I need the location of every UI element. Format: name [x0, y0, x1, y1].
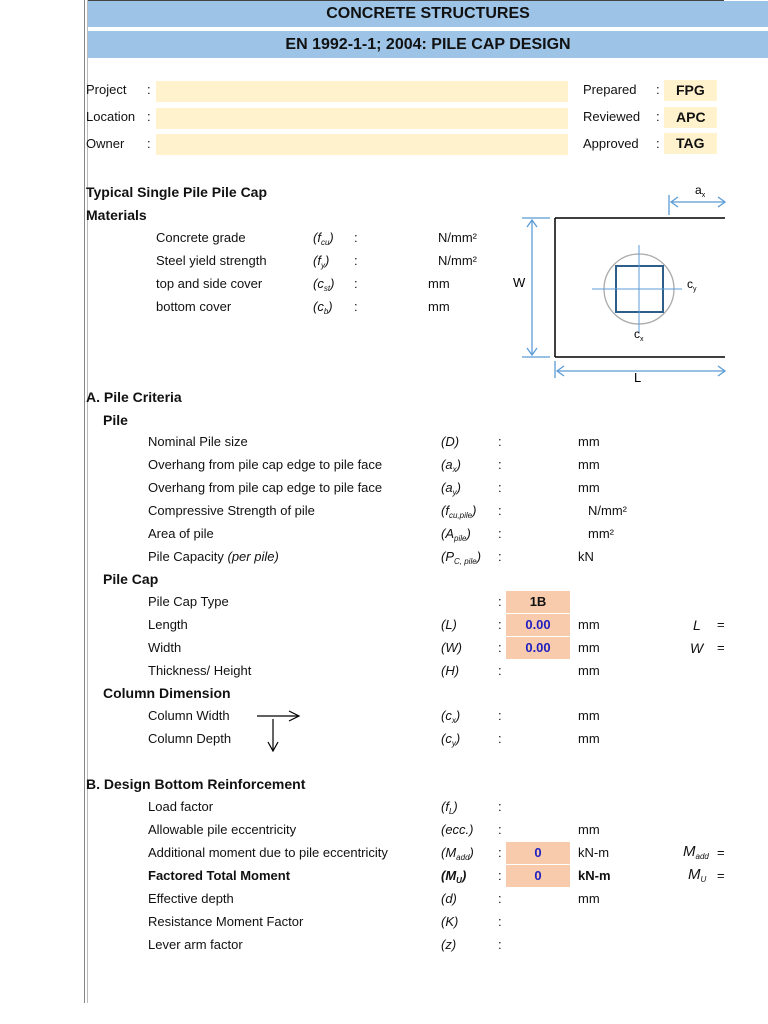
- pile-row-unit: N/mm²: [588, 503, 627, 518]
- b-row-sep: :: [498, 845, 502, 860]
- symbol-text: (f: [441, 503, 449, 518]
- b-row-unit: mm: [578, 891, 600, 906]
- b-row-symbol: [441, 868, 466, 885]
- label-text: Overhang from pile cap edge to pile face: [148, 457, 383, 472]
- side-subscript: add: [695, 852, 709, 861]
- symbol-subscript: b: [323, 307, 329, 316]
- column-row-label: Column Depth: [148, 731, 232, 746]
- pilecap-row-unit: mm: [578, 617, 600, 632]
- b-row-label: Load factor: [148, 799, 214, 814]
- pile-row-unit: mm: [578, 434, 600, 449]
- b-row-sep: :: [498, 891, 502, 906]
- b-side-symbol: [688, 866, 706, 884]
- b-row-symbol: [441, 822, 474, 837]
- b-row-unit: mm: [578, 822, 600, 837]
- owner-label: Owner: [86, 136, 125, 151]
- pilecap-row-value[interactable]: 1B: [506, 591, 570, 613]
- symbol-text: (P: [441, 549, 454, 564]
- b-row-label: Lever arm factor: [148, 937, 243, 952]
- symbol-close: ): [456, 480, 461, 495]
- w-dimension: [522, 218, 550, 357]
- ax-dimension: [669, 195, 725, 215]
- approved-field[interactable]: TAG: [664, 133, 717, 154]
- pilecap-row-sep: :: [498, 594, 502, 609]
- pile-row-sep: :: [498, 434, 502, 449]
- symbol-text: (f: [441, 799, 449, 814]
- symbol-subscript: st: [323, 284, 331, 293]
- column-row-sep: :: [498, 731, 502, 746]
- symbol-close: ): [455, 708, 461, 723]
- b-row-label: Effective depth: [148, 891, 234, 906]
- material-label: top and side cover: [156, 276, 263, 291]
- side-subscript: U: [700, 875, 707, 884]
- column-dimension-heading: Column Dimension: [103, 685, 231, 701]
- pile-heading: Pile: [103, 412, 128, 428]
- symbol-text: (K): [441, 914, 459, 929]
- symbol-subscript: x: [452, 465, 457, 474]
- pile-row-sep: :: [498, 526, 502, 541]
- pilecap-side-eq: =: [717, 617, 725, 632]
- symbol-text: (c: [441, 731, 452, 746]
- location-field[interactable]: [156, 108, 568, 129]
- b-row-sep: :: [498, 799, 502, 814]
- material-symbol: [313, 299, 333, 316]
- b-row-value[interactable]: 0: [506, 842, 570, 864]
- location-label: Location: [86, 109, 136, 124]
- sheet-border-left: [84, 0, 85, 1003]
- section-title: Typical Single Pile Pile Cap: [86, 184, 268, 200]
- label-text: Nominal Pile size: [148, 434, 248, 449]
- symbol-close: ): [328, 299, 333, 314]
- column-row-unit: mm: [578, 731, 600, 746]
- pile-row-label: [148, 526, 214, 541]
- symbol-text: (z): [441, 937, 457, 952]
- symbol-subscript: pile: [454, 534, 467, 543]
- column-direction-arrows: [255, 707, 305, 755]
- pile-row-sep: :: [498, 457, 502, 472]
- pile-row-label: [148, 503, 315, 518]
- section-a-heading: A. Pile Criteria: [86, 389, 182, 405]
- b-row-symbol: [441, 799, 458, 816]
- pile-row-unit: mm: [578, 480, 600, 495]
- b-row-label: Resistance Moment Factor: [148, 914, 304, 929]
- pilecap-side-symbol: L: [693, 617, 701, 633]
- pilecap-row-symbol: (W): [441, 640, 462, 655]
- pilecap-row-label: Length: [148, 617, 188, 632]
- label-text: Pile Capacity: [148, 549, 224, 564]
- b-row-label: Additional moment due to pile eccentricity: [148, 845, 388, 860]
- material-symbol: [313, 230, 334, 247]
- pilecap-row-unit: mm: [578, 640, 600, 655]
- prepared-label: Prepared: [583, 82, 637, 97]
- material-sep: :: [354, 253, 358, 268]
- b-row-symbol: [441, 937, 456, 952]
- symbol-close: ): [472, 503, 477, 518]
- pilecap-row-value[interactable]: 0.00: [506, 614, 570, 636]
- material-sep: :: [354, 276, 358, 291]
- column-row-sep: :: [498, 708, 502, 723]
- pile-row-label: [148, 457, 382, 472]
- material-unit: N/mm²: [438, 230, 477, 245]
- symbol-text: (c: [441, 708, 452, 723]
- material-symbol: [313, 253, 329, 270]
- b-side-eq: =: [717, 868, 725, 883]
- b-row-symbol: [441, 914, 458, 929]
- symbol-text: (d): [441, 891, 457, 906]
- pile-row-unit: mm: [578, 457, 600, 472]
- symbol-subscript: x: [451, 716, 456, 725]
- symbol-text: (D: [441, 434, 455, 449]
- pilecap-row-unit: mm: [578, 663, 600, 678]
- symbol-close: ): [454, 434, 460, 449]
- b-row-unit: kN-m: [578, 845, 610, 860]
- symbol-close: ): [330, 276, 335, 291]
- symbol-subscript: y: [452, 488, 457, 497]
- column-row-symbol: [441, 731, 460, 748]
- pilecap-row-label: Pile Cap Type: [148, 594, 229, 609]
- pile-cap-diagram: [500, 175, 768, 385]
- project-field[interactable]: [156, 81, 568, 102]
- material-label: Steel yield strength: [156, 253, 267, 268]
- symbol-close: ): [466, 526, 471, 541]
- pile-row-sep: :: [498, 503, 502, 518]
- symbol-text: (M: [441, 868, 457, 883]
- material-label: bottom cover: [156, 299, 232, 314]
- symbol-subscript: y: [451, 739, 456, 748]
- material-sep: :: [354, 299, 358, 314]
- material-unit: mm: [428, 276, 450, 291]
- project-sep: :: [147, 82, 151, 97]
- pilecap-side-eq: =: [717, 640, 725, 655]
- symbol-text: (a: [441, 480, 453, 495]
- pilecap-side-symbol: W: [690, 640, 704, 656]
- symbol-text: (c: [313, 276, 324, 291]
- label-text: Overhang from pile cap edge to pile face: [148, 480, 383, 495]
- b-side-eq: =: [717, 845, 725, 860]
- symbol-subscript: add: [456, 853, 470, 862]
- pile-row-symbol: [441, 549, 481, 566]
- b-row-label: Allowable pile eccentricity: [148, 822, 297, 837]
- pile-cap-heading: Pile Cap: [103, 571, 159, 587]
- pile-row-sep: :: [498, 549, 502, 564]
- approved-sep: :: [656, 136, 660, 151]
- prepared-sep: :: [656, 82, 660, 97]
- material-sep: :: [354, 230, 358, 245]
- pilecap-row-symbol: (H): [441, 663, 460, 678]
- project-label: Project: [86, 82, 127, 97]
- symbol-text: (ecc.): [441, 822, 474, 837]
- side-text: M: [683, 843, 696, 860]
- material-unit: mm: [428, 299, 450, 314]
- symbol-text: (c: [313, 299, 324, 314]
- symbol-text: (a: [441, 457, 453, 472]
- b-side-symbol: [683, 843, 709, 861]
- pilecap-row-symbol: (L): [441, 617, 457, 632]
- label-text: Compressive Strength of pile: [148, 503, 315, 518]
- section-b-heading: B. Design Bottom Reinforcement: [86, 776, 306, 792]
- symbol-subscript: cu,pile: [448, 511, 473, 520]
- pile-row-label: [148, 549, 279, 564]
- b-row-symbol: [441, 891, 457, 906]
- pile-row-sep: :: [498, 480, 502, 495]
- symbol-close: ): [453, 799, 458, 814]
- header-subtitle: EN 1992-1-1; 2004: PILE CAP DESIGN: [88, 31, 768, 58]
- symbol-text: (M: [441, 845, 457, 860]
- symbol-close: ): [476, 549, 482, 564]
- b-row-value[interactable]: 0: [506, 865, 570, 887]
- reviewed-sep: :: [656, 109, 660, 124]
- b-row-label: Factored Total Moment: [148, 868, 291, 883]
- pile-row-label: [148, 480, 382, 495]
- pilecap-row-label: Width: [148, 640, 182, 655]
- symbol-subscript: y: [320, 261, 325, 270]
- pile-row-label: [148, 434, 248, 449]
- column-row-symbol: [441, 708, 460, 725]
- reviewed-field[interactable]: APC: [664, 107, 717, 128]
- b-row-unit: kN-m: [578, 868, 611, 883]
- symbol-text: (f: [313, 253, 321, 268]
- symbol-close: ): [469, 845, 474, 860]
- pilecap-row-value[interactable]: 0.00: [506, 637, 570, 659]
- b-row-sep: :: [498, 914, 502, 929]
- symbol-close: ): [461, 868, 467, 883]
- symbol-close: ): [329, 230, 334, 245]
- pilecap-row-sep: :: [498, 617, 502, 632]
- approved-label: Approved: [583, 136, 639, 151]
- b-row-sep: :: [498, 822, 502, 837]
- pile-row-unit: mm²: [588, 526, 614, 541]
- side-text: M: [688, 866, 701, 883]
- b-row-symbol: [441, 845, 474, 862]
- pile-row-symbol: [441, 503, 476, 520]
- owner-field[interactable]: [156, 134, 568, 155]
- symbol-close: ): [324, 253, 330, 268]
- cy-label: $c_y$: [687, 277, 697, 293]
- b-row-sep: :: [498, 937, 502, 952]
- material-unit: N/mm²: [438, 253, 477, 268]
- centerlines: [592, 245, 682, 333]
- symbol-subscript: L: [448, 807, 454, 816]
- material-symbol: [313, 276, 334, 293]
- pile-row-symbol: [441, 457, 461, 474]
- symbol-subscript: cu: [320, 238, 330, 247]
- reviewed-label: Reviewed: [583, 109, 641, 124]
- label-note: (per pile): [227, 549, 279, 564]
- symbol-text: (A: [441, 526, 454, 541]
- pilecap-row-label: Thickness/ Height: [148, 663, 252, 678]
- symbol-subscript: U: [456, 876, 462, 885]
- pile-row-symbol: [441, 480, 461, 497]
- column-row-label: Column Width: [148, 708, 230, 723]
- material-label: Concrete grade: [156, 230, 246, 245]
- pile-row-symbol: [441, 526, 471, 543]
- header-title: CONCRETE STRUCTURES: [88, 1, 768, 27]
- symbol-close: ): [456, 457, 461, 472]
- cx-label: $c_x$: [634, 327, 644, 343]
- symbol-text: (f: [313, 230, 321, 245]
- pilecap-row-sep: :: [498, 640, 502, 655]
- prepared-field[interactable]: FPG: [664, 80, 717, 101]
- pile-row-unit: kN: [578, 549, 594, 564]
- pilecap-row-sep: :: [498, 663, 502, 678]
- l-label: L: [634, 370, 642, 385]
- w-label: W: [513, 275, 526, 290]
- pile-row-symbol: [441, 434, 459, 449]
- ax-label: $a_x$: [695, 183, 706, 199]
- location-sep: :: [147, 109, 151, 124]
- column-row-unit: mm: [578, 708, 600, 723]
- owner-sep: :: [147, 136, 151, 151]
- b-row-sep: :: [498, 868, 502, 883]
- symbol-subscript: C, pile: [454, 557, 477, 566]
- materials-heading: Materials: [86, 207, 147, 223]
- label-text: Area of pile: [148, 526, 214, 541]
- symbol-close: ): [455, 731, 461, 746]
